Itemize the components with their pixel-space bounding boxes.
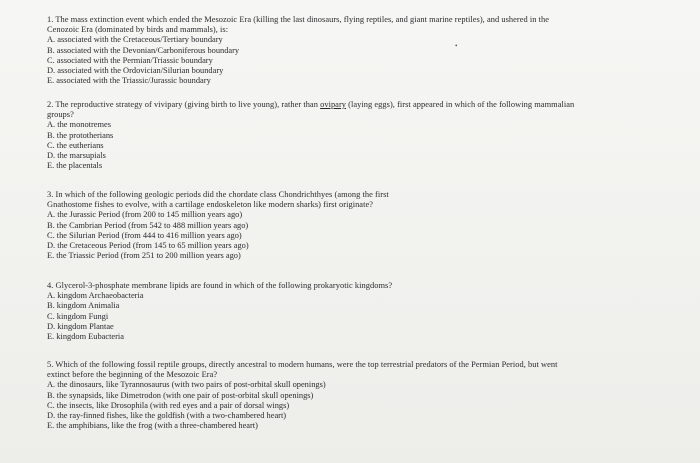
- question-4-option-b: B. kingdom Animalia: [47, 301, 120, 311]
- question-1-option-e: E. associated with the Triassic/Jurassic boundary: [47, 76, 211, 86]
- question-2: [47, 100, 687, 171]
- question-2-option-d: D. the marsupials: [47, 151, 106, 161]
- question-4-option-a: A. kingdom Archaeobacteria: [47, 291, 144, 301]
- question-1: [47, 15, 687, 86]
- question-2-stem-part-2: (laying eggs), first appeared in which of the following mammalian: [346, 100, 575, 109]
- question-1-stem-line-1: 1. The mass extinction event which ended the Mesozoic Era (killing the last dinosaurs, flying reptiles, and giant marine reptiles), and ushered in the: [47, 15, 550, 24]
- question-2-stem-line-2: groups?: [47, 110, 74, 120]
- question-5-stem-line-1: 5. Which of the following fossil reptile groups, directly ancestral to modern humans, were the top terrestrial predators of the Permian Period, but went: [47, 360, 558, 369]
- question-2-stem-line-1: [47, 100, 687, 110]
- question-5-option-d: D. the ray-finned fishes, like the goldfish (with a two-chambered heart): [47, 411, 287, 421]
- question-2-stem-part-1: 2. The reproductive strategy of vivipary (giving birth to live young), rather than: [47, 100, 321, 109]
- question-5-option-e: E. the amphibians, like the frog (with a three-chambered heart): [47, 421, 258, 431]
- question-4-option-d: D. kingdom Plantae: [47, 321, 114, 331]
- question-3-stem-line-2: Gnathostome fishes to evolve, with a cartilage endoskeleton like modern sharks) first originate?: [47, 200, 373, 210]
- question-2-stem-underlined-word: ovipary: [320, 100, 347, 109]
- question-3: [47, 190, 687, 261]
- question-3-option-b: B. the Cambrian Period (from 542 to 488 million years ago): [47, 220, 249, 230]
- question-2-option-b: B. the prototherians: [47, 130, 114, 140]
- question-4-option-e: E. kingdom Eubacteria: [47, 332, 124, 342]
- question-2-option-e: E. the placentals: [47, 161, 103, 171]
- question-1-option-d: D. associated with the Ordovician/Silurian boundary: [47, 66, 224, 76]
- question-1-option-a: A. associated with the Cretaceous/Tertiary boundary: [47, 35, 223, 45]
- question-5-option-c: C. the insects, like Drosophila (with red eyes and a pair of dorsal wings): [47, 400, 290, 410]
- question-2-option-c: C. the eutherians: [47, 140, 104, 150]
- question-3-option-c: C. the Silurian Period (from 444 to 416 million years ago): [47, 230, 242, 240]
- question-5-stem-line-2: extinct before the beginning of the Mesozoic Era?: [47, 370, 218, 380]
- question-1-stem-line-2: Cenozoic Era (dominated by birds and mammals), is:: [47, 25, 229, 35]
- question-3-stem-line-1: 3. In which of the following geologic periods did the chordate class Chondrichthyes (among the first: [47, 190, 389, 199]
- question-4-stem-line-1: 4. Glycerol-3-phosphate membrane lipids are found in which of the following prokaryotic kingdoms?: [47, 281, 393, 290]
- question-1-option-b: B. associated with the Devonian/Carboniferous boundary: [47, 45, 240, 55]
- question-3-option-a: A. the Jurassic Period (from 200 to 145 million years ago): [47, 210, 243, 220]
- stray-mark: •: [455, 42, 458, 50]
- question-5: [47, 360, 687, 431]
- question-4: [47, 281, 687, 342]
- question-5-option-a: A. the dinosaurs, like Tyrannosaurus (with two pairs of post-orbital skull openings): [47, 380, 326, 390]
- question-3-option-d: D. the Cretaceous Period (from 145 to 65 million years ago): [47, 241, 249, 251]
- question-1-option-c: C. associated with the Permian/Triassic boundary: [47, 55, 213, 65]
- question-2-option-a: A. the monotremes: [47, 120, 111, 130]
- question-4-option-c: C. kingdom Fungi: [47, 311, 109, 321]
- question-5-option-b: B. the synapsids, like Dimetrodon (with one pair of post-orbital skull openings): [47, 390, 314, 400]
- question-3-option-e: E. the Triassic Period (from 251 to 200 million years ago): [47, 251, 241, 261]
